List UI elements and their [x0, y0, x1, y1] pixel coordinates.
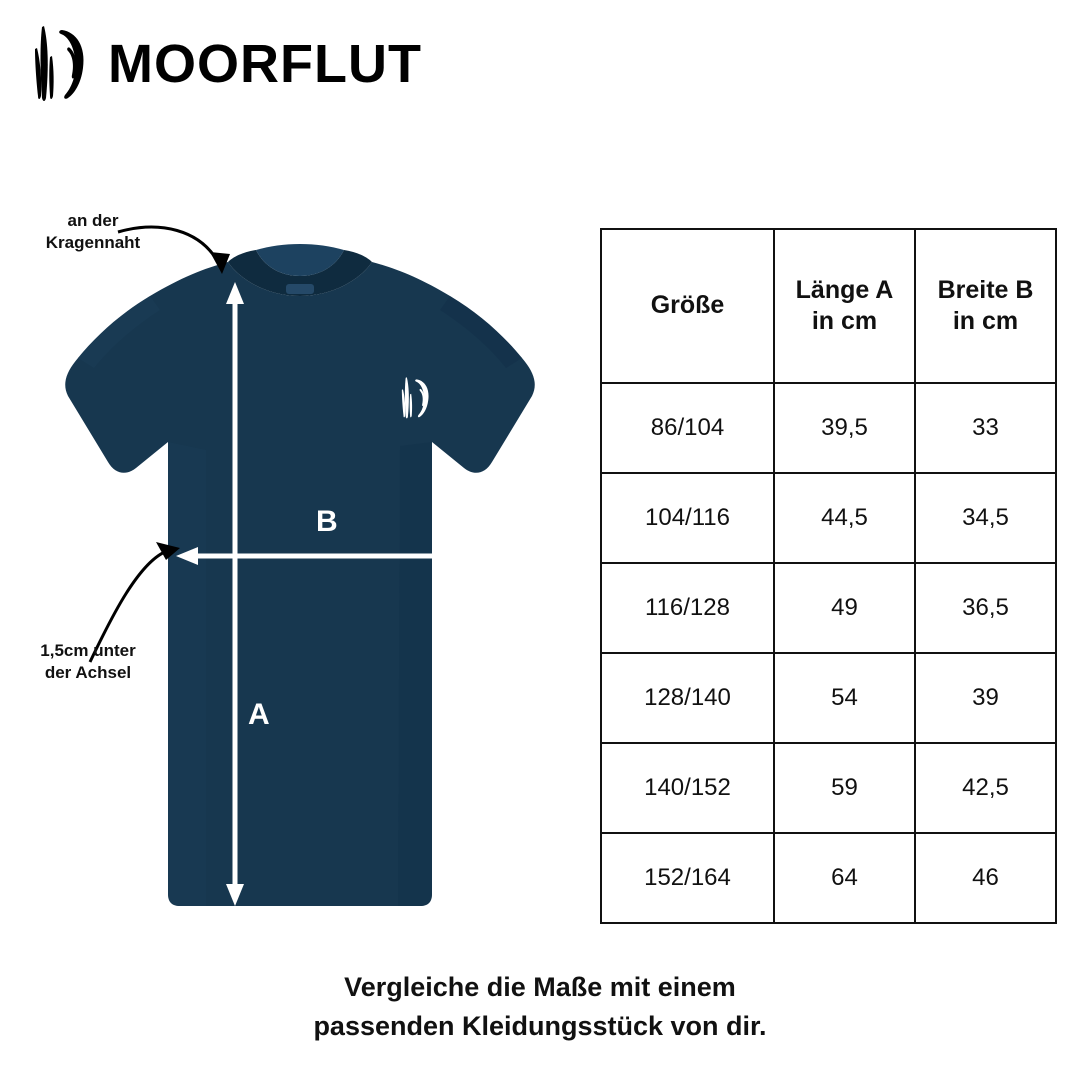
moorflut-grass-mark-icon	[28, 22, 90, 106]
table-row	[601, 473, 1056, 563]
cell-length: 49	[774, 563, 915, 653]
cell-size: 152/164	[601, 833, 774, 923]
brand-name: MOORFLUT	[108, 34, 422, 94]
column-header-length	[774, 229, 915, 383]
table-row	[601, 833, 1056, 923]
column-header-size-line1: Größe	[650, 291, 725, 320]
cell-size: 104/116	[601, 473, 774, 563]
cell-length: 44,5	[774, 473, 915, 563]
callout-collar	[18, 210, 168, 254]
cell-width: 46	[915, 833, 1056, 923]
column-header-width	[915, 229, 1056, 383]
cell-length: 59	[774, 743, 915, 833]
callout-armpit-line1: 1,5cm unter	[40, 641, 136, 660]
cell-width: 39	[915, 653, 1056, 743]
column-header-length-line1: Länge A	[795, 275, 894, 304]
table-header-row	[601, 229, 1056, 383]
cell-length: 54	[774, 653, 915, 743]
column-header-size	[601, 229, 774, 383]
cell-width: 34,5	[915, 473, 1056, 563]
callout-armpit-line2: der Achsel	[44, 663, 132, 683]
table-row	[601, 563, 1056, 653]
cell-length: 64	[774, 833, 915, 923]
brand-header	[28, 22, 422, 106]
cell-width: 33	[915, 383, 1056, 473]
table-row	[601, 383, 1056, 473]
length-dimension-label: A	[248, 698, 270, 731]
cell-size: 116/128	[601, 563, 774, 653]
cell-size: 128/140	[601, 653, 774, 743]
column-header-width-line2: in cm	[952, 307, 1019, 335]
footer-note-line1: Vergleiche die Maße mit einem	[344, 972, 736, 1002]
size-table	[600, 228, 1057, 924]
footer-note	[0, 968, 1080, 1046]
size-chart-illustration	[0, 150, 600, 950]
callout-collar-line1: an der	[67, 211, 119, 230]
footer-note-line2: passenden Kleidungsstück von dir.	[313, 1011, 767, 1042]
column-header-length-line2: in cm	[811, 307, 878, 335]
table-row	[601, 743, 1056, 833]
table-row	[601, 653, 1056, 743]
cell-width: 36,5	[915, 563, 1056, 653]
callout-armpit	[8, 640, 168, 684]
column-header-width-line1: Breite B	[937, 275, 1034, 304]
cell-size: 86/104	[601, 383, 774, 473]
callout-collar-line2: Kragennaht	[45, 233, 141, 253]
cell-width: 42,5	[915, 743, 1056, 833]
tshirt-illustration	[0, 150, 600, 950]
tshirt-shape	[65, 244, 535, 906]
cell-size: 140/152	[601, 743, 774, 833]
width-dimension-label: B	[316, 505, 338, 538]
cell-length: 39,5	[774, 383, 915, 473]
